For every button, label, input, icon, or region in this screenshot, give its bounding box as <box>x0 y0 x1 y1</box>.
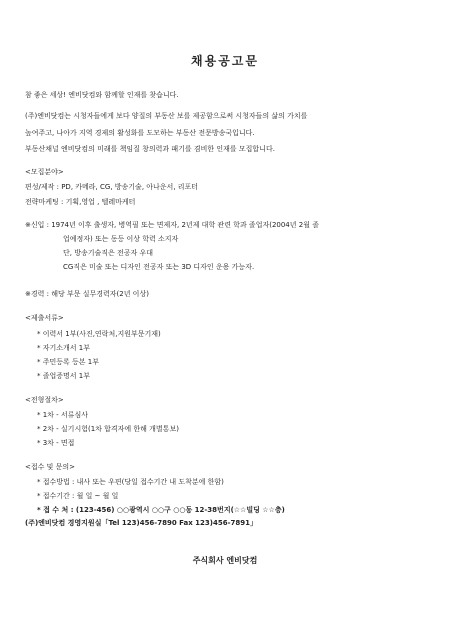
newbie-line-4: CG직은 미술 또는 디자인 전공자 또는 3D 디자인 운용 가능자. <box>63 263 255 271</box>
document-item: * 이력서 1부(사진,연락처,지원부문기재) <box>37 330 161 338</box>
document-item: * 졸업증명서 1부 <box>37 372 90 380</box>
process-item: * 2차 - 실기시험(1차 합격자에 한해 개별통보) <box>37 425 179 433</box>
recruit-heading: <모집분야> <box>25 168 64 176</box>
contact-period: * 접수기간 : 월 일 ~ 월 일 <box>37 492 119 500</box>
newbie-line-2: 업예정자) 또는 동등 이상 학력 소지자 <box>63 235 179 243</box>
documents-heading: <제출서류> <box>25 314 64 322</box>
process-heading: <전형절차> <box>25 396 64 404</box>
company-desc-line-3: 부동산채널 엔비닷컴의 미래를 책임질 창의력과 패기를 겸비한 인재를 모집합니다. <box>25 145 275 153</box>
contact-heading: <접수 및 문의> <box>25 463 75 471</box>
recruit-line-2: 전략마케팅 : 기획,영업 , 텔레마케터 <box>25 198 136 206</box>
document-title: 채용공고문 <box>191 54 259 68</box>
recruit-line-1: 편성/제작 : PD, 카메라, CG, 방송기술, 아나운서, 리포터 <box>25 183 199 191</box>
company-desc-line-2: 높여주고, 나아가 지역 경제의 활성화를 도모하는 부동산 전문방송국입니다. <box>25 129 255 137</box>
contact-address: * 접 수 처 : (123-456) ○○광역시 ○○구 ○○동 12-38번지(☆☆빌딩 ☆☆층) <box>37 506 285 514</box>
career-line: ※경력 : 해당 부문 실무경력자(2년 이상) <box>25 290 149 298</box>
company-desc-line-1: (주)엔비닷컴는 시청자들에게 보다 양질의 부동산 보를 제공함으로써 시청자들의 삶의 가치를 <box>25 112 308 120</box>
contact-method: * 접수방법 : 내사 또는 우편(당일 접수기간 내 도착분에 한함) <box>37 478 224 486</box>
intro-text: 참 좋은 세상! 엔비닷컴와 함께할 인재를 찾습니다. <box>25 91 179 99</box>
company-signature: 주식회사 엔비닷컴 <box>192 556 258 565</box>
process-item: * 3차 - 면접 <box>37 439 75 447</box>
document-item: * 자기소개서 1부 <box>37 344 90 352</box>
process-item: * 1차 - 서류심사 <box>37 411 88 419</box>
contact-phone: (주)엔비닷컴 경영지원실「Tel 123)456-7890 Fax 123)456-7891」 <box>25 519 257 527</box>
document-item: * 주민등록 등본 1부 <box>37 358 99 366</box>
newbie-line-3: 단, 방송기술직은 전공자 우대 <box>63 249 154 257</box>
newbie-line-1: ※신입 : 1974년 이후 출생자, 병역필 또는 면제자, 2년제 대학 관련 학과 졸업자(2004년 2월 졸 <box>25 221 319 229</box>
